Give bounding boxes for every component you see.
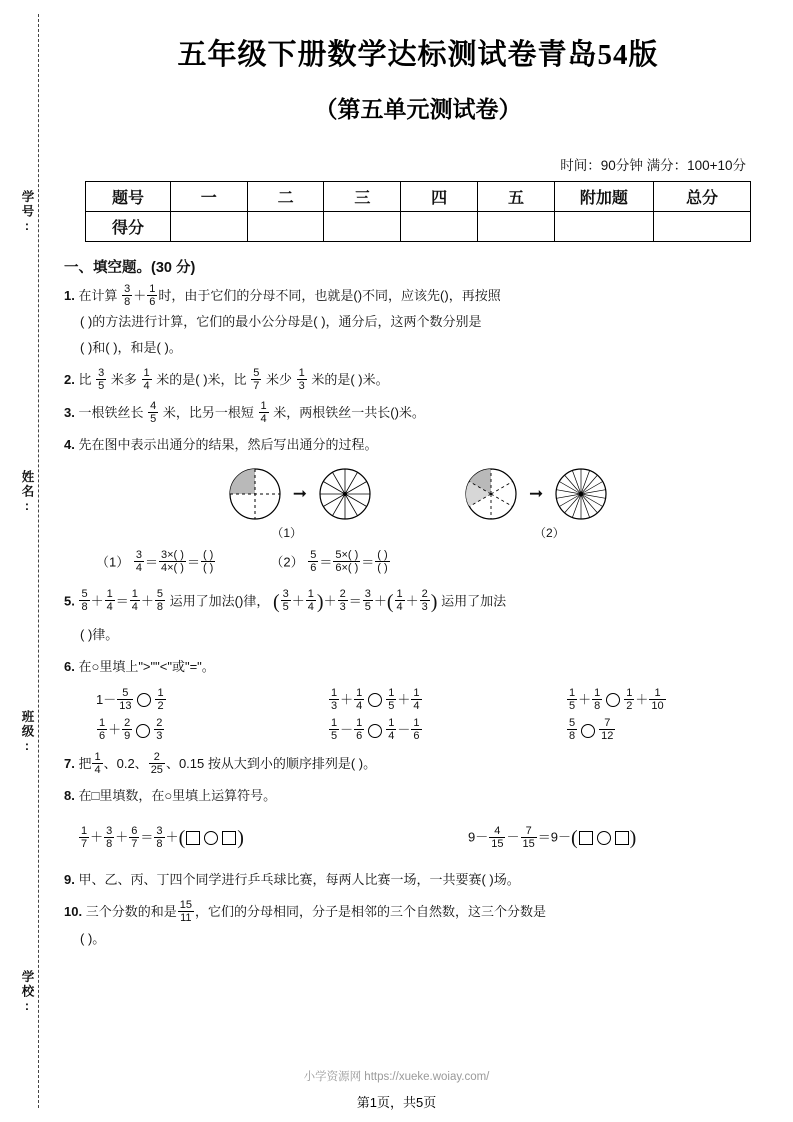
fraction-1-6: $\frac{1}{6}$ bbox=[413, 717, 420, 743]
fraction-result-2: $\frac{( )}{( )}$ bbox=[377, 549, 388, 575]
score-table-col-1: 一 bbox=[170, 182, 247, 212]
score-table-col-5: 五 bbox=[478, 182, 555, 212]
fraction-1-2: $\frac{1}{2}$ bbox=[157, 686, 164, 712]
score-cell[interactable] bbox=[478, 212, 555, 242]
fraction-3-5: $\frac{3}{5}$ bbox=[282, 587, 289, 614]
question-4-figure-captions bbox=[62, 524, 774, 541]
compare-circle[interactable] bbox=[368, 693, 382, 707]
question-4 bbox=[64, 432, 774, 458]
fill-box[interactable] bbox=[579, 831, 593, 845]
fraction-5-8: $\frac{5}{8}$ bbox=[81, 587, 88, 614]
fraction-3-4: $\frac{3}{4}$ bbox=[135, 549, 142, 575]
fraction-1-4: $\frac{1}{4}$ bbox=[143, 367, 150, 393]
compare-circle[interactable] bbox=[368, 724, 382, 738]
pie-circle-twelfths-icon bbox=[317, 466, 373, 522]
question-2-text-b: 米多 bbox=[110, 372, 137, 388]
pie-circle-eighteenths-icon bbox=[553, 466, 609, 522]
question-2 bbox=[64, 367, 774, 393]
question-3-text-d: )米。 bbox=[394, 404, 425, 420]
score-cell[interactable] bbox=[401, 212, 478, 242]
fraction-1-4: $\frac{1}{4}$ bbox=[131, 587, 138, 614]
arrow-right-icon: ➞ bbox=[529, 484, 544, 504]
pie-circle-quarter-shaded-icon bbox=[227, 466, 283, 522]
score-cell[interactable] bbox=[170, 212, 247, 242]
score-table-col-total: 总分 bbox=[653, 182, 750, 212]
question-1-text-b: 时，由于它们的分母不同，也就是( bbox=[158, 288, 358, 303]
fraction-4-15: $\frac{4}{15}$ bbox=[491, 824, 504, 850]
fraction-2-3: $\frac{2}{3}$ bbox=[339, 587, 346, 614]
question-6-text: 在○里填上">""<"或"="。 bbox=[78, 658, 215, 674]
margin-label-school: 学校: bbox=[20, 970, 34, 1015]
question-10-number: 10. bbox=[64, 904, 83, 920]
arrow-right-icon: ➞ bbox=[292, 484, 307, 504]
fraction-2-9: $\frac{2}{9}$ bbox=[124, 717, 131, 743]
compare-item: $\frac{1}{6}$ ＋ $\frac{2}{9}$ $\frac{2}{3}$ bbox=[99, 717, 163, 743]
question-9-number: 9. bbox=[64, 872, 75, 888]
page-number: 第1页，共5页 bbox=[356, 1095, 437, 1110]
question-1: 1. 在计算 $\frac{3}{8}$ ＋ $\frac{1}{6}$ 时，由于它们的分母不同，也就是()不同，应该先()，再按照 ( )的方法进行计算，它们的最小公分母是( )，通分后，这两个数分别是 ( )和( )，和是( )。 bbox=[64, 282, 501, 356]
score-cell[interactable] bbox=[653, 212, 750, 242]
question-2-text-d: )米，比 bbox=[203, 372, 247, 388]
score-table-col-extra: 附加题 bbox=[554, 182, 653, 212]
fraction-3-8: $\frac{3}{8}$ bbox=[106, 824, 113, 850]
compare-circle[interactable] bbox=[137, 693, 151, 707]
compare-item bbox=[566, 716, 774, 745]
score-cell[interactable] bbox=[247, 212, 324, 242]
fraction-5-13: $\frac{5}{13}$ bbox=[119, 686, 132, 712]
fraction-1-2: $\frac{1}{2}$ bbox=[626, 686, 633, 712]
question-2-text-e: 米少 bbox=[265, 372, 292, 388]
question-7-text-b: 、0.2、 bbox=[103, 755, 148, 771]
question-5-text-d: ( )律。 bbox=[80, 626, 119, 642]
question-8-text: 在□里填数，在○里填上运算符号。 bbox=[78, 788, 277, 804]
fraction-mid-1: $\frac{3\times( )}{4\times( )}$ bbox=[161, 549, 184, 575]
fraction-3-5: $\frac{3}{5}$ bbox=[364, 587, 371, 614]
question-4-text: 先在图中表示出通分的结果，然后写出通分的过程。 bbox=[78, 437, 378, 453]
margin-label-student-id: 学号: bbox=[20, 190, 34, 235]
fill-expression-right: 9－ $\frac{4}{15}$ － $\frac{7}{15}$ ＝9－( ) bbox=[468, 824, 637, 850]
fraction-1-4: $\frac{1}{4}$ bbox=[413, 686, 420, 712]
score-table-row-label: 题号 bbox=[86, 182, 171, 212]
compare-item: $\frac{1}{5}$ ＋ $\frac{1}{8}$ $\frac{1}{2}$ ＋ $\frac{1}{10}$ bbox=[569, 686, 664, 712]
fraction-1-5: $\frac{1}{5}$ bbox=[331, 717, 338, 743]
question-1-line2: ( )的方法进行计算，它们的最小公分母是( )，通分后，这两个数分别是 bbox=[80, 314, 482, 330]
question-6 bbox=[64, 654, 774, 680]
question-5-number: 5. bbox=[64, 593, 75, 609]
fraction-1-4: $\frac{1}{4}$ bbox=[396, 587, 403, 614]
fraction-2-3: $\frac{2}{3}$ bbox=[156, 717, 163, 743]
question-8-number: 8. bbox=[64, 788, 75, 804]
question-1-number: 1. bbox=[64, 288, 75, 303]
operator-circle[interactable] bbox=[597, 831, 611, 845]
fraction-1-3: $\frac{1}{3}$ bbox=[331, 686, 338, 712]
question-5-text-b: )律， bbox=[238, 593, 270, 609]
question-3 bbox=[64, 400, 774, 426]
question-5-text-a: 运用了加法( bbox=[169, 593, 239, 609]
fraction-1-6: $\frac{1}{6}$ bbox=[356, 717, 363, 743]
exam-meta: 时间：90分钟 满分：100+10分 bbox=[560, 158, 746, 173]
question-7-text-a: 把 bbox=[78, 755, 92, 771]
score-table-col-2: 二 bbox=[247, 182, 324, 212]
page-title: 五年级下册数学达标测试卷青岛54版 bbox=[177, 39, 659, 71]
fraction-7-15: $\frac{7}{15}$ bbox=[522, 824, 535, 850]
score-table bbox=[85, 181, 751, 242]
question-3-text-c: 米，两根铁丝一共长( bbox=[273, 404, 395, 420]
pie-circle-sixths-shaded-icon bbox=[463, 466, 519, 522]
margin-divider bbox=[38, 14, 39, 1108]
compare-circle[interactable] bbox=[606, 693, 620, 707]
equation-2: （2） $\frac{5}{6}$ ＝ $\frac{5\times( )}{6\times( )}$ ＝ $\frac{( )}{( )}$ bbox=[270, 549, 388, 575]
question-5-text-c: 运用了加法 bbox=[441, 593, 507, 609]
question-8-items bbox=[78, 815, 774, 861]
fraction-1-6: $\frac{1}{6}$ bbox=[99, 717, 106, 743]
fraction-7-12: $\frac{7}{12}$ bbox=[601, 717, 614, 743]
table-row bbox=[86, 212, 751, 242]
figure-caption-2: （2） bbox=[534, 526, 565, 541]
fraction-6-7: $\frac{6}{7}$ bbox=[131, 824, 138, 850]
question-10-text-c: ( )。 bbox=[80, 930, 106, 946]
exam-page bbox=[62, 0, 774, 1122]
question-9-text: 甲、乙、丙、丁四个同学进行乒乓球比赛，每两人比赛一场，一共要赛( )场。 bbox=[78, 872, 520, 888]
fraction-1-10: $\frac{1}{10}$ bbox=[651, 686, 664, 712]
question-1-text-d: )，再按照 bbox=[444, 288, 501, 303]
question-4-number: 4. bbox=[64, 437, 75, 453]
score-table-col-3: 三 bbox=[324, 182, 401, 212]
fraction-1-7: $\frac{1}{7}$ bbox=[81, 824, 88, 850]
fraction-2-25: $\frac{2}{25}$ bbox=[150, 750, 163, 776]
fraction-15-11: $\frac{15}{11}$ bbox=[179, 899, 192, 925]
fraction-1-4: $\frac{1}{4}$ bbox=[307, 587, 314, 614]
question-2-text-g: )米。 bbox=[358, 372, 389, 388]
score-cell[interactable] bbox=[554, 212, 653, 242]
question-3-text-a: 一根铁丝长 bbox=[78, 404, 144, 420]
question-7-number: 7. bbox=[64, 755, 75, 771]
question-10-text-b: ，它们的分母相同，分子是相邻的三个自然数，这三个分数是 bbox=[194, 904, 546, 920]
question-2-text-f: 米的是( bbox=[311, 372, 355, 388]
score-table-col-4: 四 bbox=[401, 182, 478, 212]
fraction-mid-2: $\frac{5\times( )}{6\times( )}$ bbox=[335, 549, 359, 575]
score-table-row-label-score: 得分 bbox=[86, 212, 171, 242]
figure-group-2 bbox=[463, 466, 609, 522]
question-4-equations bbox=[96, 550, 774, 576]
operator-circle[interactable] bbox=[204, 831, 218, 845]
question-3-number: 3. bbox=[64, 404, 75, 420]
question-7-text-c: 、0.15 按从大到小的顺序排列是( )。 bbox=[165, 755, 377, 771]
fraction-1-4: $\frac{1}{4}$ bbox=[94, 750, 101, 776]
equation-1: （1） $\frac{3}{4}$ ＝ $\frac{3\times( )}{4\times( )}$ ＝ $\frac{( )}{( )}$ bbox=[96, 549, 214, 575]
section-heading bbox=[64, 256, 774, 277]
section-label: 一、填空题。 bbox=[64, 260, 151, 276]
question-2-number: 2. bbox=[64, 372, 75, 388]
fill-box[interactable] bbox=[615, 831, 629, 845]
compare-item: $\frac{1}{3}$ ＋ $\frac{1}{4}$ $\frac{1}{5}$ ＋ $\frac{1}{4}$ bbox=[331, 686, 420, 712]
fraction-1-4: $\frac{1}{4}$ bbox=[106, 587, 113, 614]
compare-circle[interactable] bbox=[136, 724, 150, 738]
question-9 bbox=[64, 867, 774, 893]
table-row bbox=[86, 182, 751, 212]
margin-label-class: 班级: bbox=[20, 710, 34, 755]
question-2-text-c: 米的是( bbox=[156, 372, 200, 388]
margin-label-name: 姓名: bbox=[20, 470, 34, 515]
fraction-1-4: $\frac{1}{4}$ bbox=[260, 399, 267, 425]
compare-circle[interactable] bbox=[581, 724, 595, 738]
fill-expression-left: $\frac{1}{7}$ ＋ $\frac{3}{8}$ ＋ $\frac{6}{7}$ ＝ $\frac{3}{8}$ ＋( ) bbox=[81, 824, 244, 850]
question-10 bbox=[64, 899, 774, 951]
question-5: 5. $\frac{5}{8}$ ＋ $\frac{1}{4}$ ＝ $\frac{1}{4}$ ＋ $\frac{5}{8}$ 运用了加法()律， ( $\frac{3}{5}$ ＋ $\frac{1}{4}$ )＋ $\frac{2}{3}$ ＝ $\frac{3}{5}$ ＋( $\frac{1}{4}$ ＋ $\frac{2}{3}$ ) 运用了加法 ( )律。 bbox=[64, 587, 507, 642]
fraction-1-8: $\frac{1}{8}$ bbox=[594, 686, 601, 712]
fraction-3-5: $\frac{3}{5}$ bbox=[98, 367, 105, 393]
question-4-figures bbox=[62, 466, 774, 522]
fill-box[interactable] bbox=[222, 831, 236, 845]
fill-box[interactable] bbox=[186, 831, 200, 845]
question-7 bbox=[64, 751, 774, 777]
fraction-1-5: $\frac{1}{5}$ bbox=[569, 686, 576, 712]
question-3-text-b: 米，比另一根短 bbox=[162, 404, 254, 420]
compare-item: 1－ $\frac{5}{13}$ $\frac{1}{2}$ bbox=[96, 686, 164, 712]
fraction-1-6: $\frac{1}{6}$ bbox=[149, 282, 156, 309]
question-1-text-c: )不同，应该先( bbox=[357, 288, 445, 303]
watermark: 小学资源网 https://xueke.woiay.com/ bbox=[303, 1071, 490, 1083]
page-subtitle: （第五单元测试卷） bbox=[314, 97, 522, 122]
question-1-text-a: 在计算 bbox=[78, 288, 118, 303]
fraction-5-6: $\frac{5}{6}$ bbox=[310, 549, 317, 575]
figure-group-1 bbox=[227, 466, 373, 522]
fraction-3-8: $\frac{3}{8}$ bbox=[156, 824, 163, 850]
question-6-items bbox=[96, 686, 774, 745]
fraction-1-4: $\frac{1}{4}$ bbox=[388, 717, 395, 743]
fraction-4-5: $\frac{4}{5}$ bbox=[150, 399, 157, 425]
fraction-1-3: $\frac{1}{3}$ bbox=[298, 367, 305, 393]
fraction-5-8: $\frac{5}{8}$ bbox=[569, 717, 576, 743]
question-2-text-a: 比 bbox=[78, 372, 92, 388]
fraction-2-3: $\frac{2}{3}$ bbox=[421, 587, 428, 614]
compare-item: $\frac{1}{5}$ － $\frac{1}{6}$ $\frac{1}{4}$ － $\frac{1}{6}$ bbox=[331, 717, 420, 743]
section-points: (30 分) bbox=[151, 260, 196, 276]
fraction-5-8: $\frac{5}{8}$ bbox=[156, 587, 164, 614]
question-10-text-a: 三个分数的和是 bbox=[85, 904, 177, 920]
question-1-line3: ( )和( )，和是( )。 bbox=[80, 340, 182, 356]
fraction-3-8: $\frac{3}{8}$ bbox=[124, 282, 131, 309]
fraction-1-4: $\frac{1}{4}$ bbox=[356, 686, 363, 712]
score-cell[interactable] bbox=[324, 212, 401, 242]
fraction-1-5: $\frac{1}{5}$ bbox=[388, 686, 395, 712]
question-6-number: 6. bbox=[64, 658, 75, 674]
fraction-result-1: $\frac{( )}{( )}$ bbox=[202, 549, 214, 575]
figure-caption-1: （1） bbox=[271, 526, 302, 541]
fraction-5-7: $\frac{5}{7}$ bbox=[253, 367, 260, 393]
question-8 bbox=[64, 783, 774, 809]
